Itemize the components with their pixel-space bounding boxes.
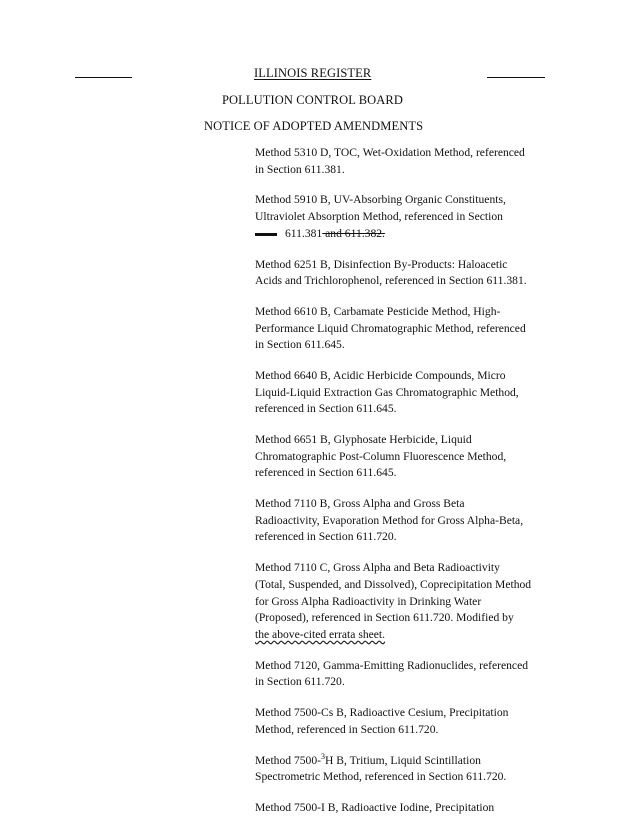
entry-line: for Gross Alpha Radioactivity in Drinking Water [255, 594, 482, 608]
entry-line: referenced in Section 611.645. [255, 402, 397, 416]
entry-line: (Total, Suspended, and Dissolved), Coprecipitation Method [255, 577, 532, 591]
entry-line: Method 6640 B, Acidic Herbicide Compounds, Micro [255, 369, 506, 383]
entry-text: H B, Tritium, Liquid Scintillation [325, 753, 481, 767]
entry-line: referenced in Section 611.720. [255, 530, 397, 544]
method-entry [255, 705, 547, 738]
entry-line: the above-cited errata sheet. [255, 627, 386, 641]
entry-line: in Section 611.381. [255, 162, 345, 176]
entry-line: Spectrometric Method, referenced in Section 611.720. [255, 770, 507, 784]
method-entry [255, 304, 547, 354]
entry-line: Method 7110 C, Gross Alpha and Beta Radioactivity [255, 561, 500, 575]
method-entry [255, 496, 547, 546]
entry-line [255, 753, 547, 770]
entry-text: Method 7500- [255, 753, 322, 767]
entry-line: Method 6251 B, Disinfection By-Products: Haloacetic [255, 257, 508, 271]
entry-line: in Section 611.645. [255, 338, 345, 352]
entry-line: (Proposed), referenced in Section 611.720. Modified by [255, 611, 514, 625]
entry-line: Method 5310 D, TOC, Wet-Oxidation Method, referenced [255, 146, 525, 159]
entry-line: Method 6651 B, Glyphosate Herbicide, Liquid [255, 433, 472, 447]
entry-line: referenced in Section 611.645. [255, 466, 397, 480]
section-ref: 611.381 [285, 226, 323, 240]
entry-line: Method 5910 B, UV-Absorbing Organic Constituents, [255, 193, 506, 207]
redaction-mark [255, 233, 277, 236]
method-entry [255, 432, 547, 482]
entry-line: Method 7500-I B, Radioactive Iodine, Precipitation [255, 801, 495, 815]
entry-line: Method 7500-Cs B, Radioactive Cesium, Precipitation [255, 706, 509, 720]
entry-line: Acids and Trichlorophenol, referenced in Section 611.381. [255, 274, 527, 288]
method-entry [255, 145, 547, 178]
entry-line: Method, referenced in Section 611.720. [255, 722, 439, 736]
header-rule-left [75, 77, 132, 78]
entry-line: Method 7110 B, Gross Alpha and Gross Beta [255, 497, 465, 511]
isotope-superscript: 3 [321, 751, 326, 761]
entry-line: Radioactivity, Evaporation Method for Gross Alpha-Beta, [255, 513, 524, 527]
entry-line: in Section 611.720. [255, 675, 345, 689]
entry-line: Ultraviolet Absorption Method, referenced in Section [255, 210, 503, 224]
entry-line [255, 226, 547, 243]
entry-line: Method 7120, Gamma-Emitting Radionuclides, referenced [255, 658, 529, 672]
struck-text: and 611.382. [322, 226, 385, 240]
method-entry [255, 800, 547, 817]
entry-line: Chromatographic Post-Column Fluorescence Method, [255, 449, 507, 463]
method-entry [255, 257, 547, 290]
entry-line: Method 6610 B, Carbamate Pesticide Method, High- [255, 305, 501, 319]
entry-line: Performance Liquid Chromatographic Method, referenced [255, 321, 526, 335]
method-entry [255, 658, 547, 691]
header-rule-right [487, 77, 545, 78]
register-title: ILLINOIS REGISTER [254, 66, 372, 80]
method-entry [255, 368, 547, 418]
entry-line: Liquid-Liquid Extraction Gas Chromatographic Method, [255, 385, 519, 399]
method-entry [255, 753, 547, 786]
method-entry [255, 560, 547, 643]
board-title: POLLUTION CONTROL BOARD [222, 93, 403, 107]
method-list [255, 145, 547, 831]
method-entry [255, 192, 547, 242]
notice-title: NOTICE OF ADOPTED AMENDMENTS [204, 119, 424, 133]
